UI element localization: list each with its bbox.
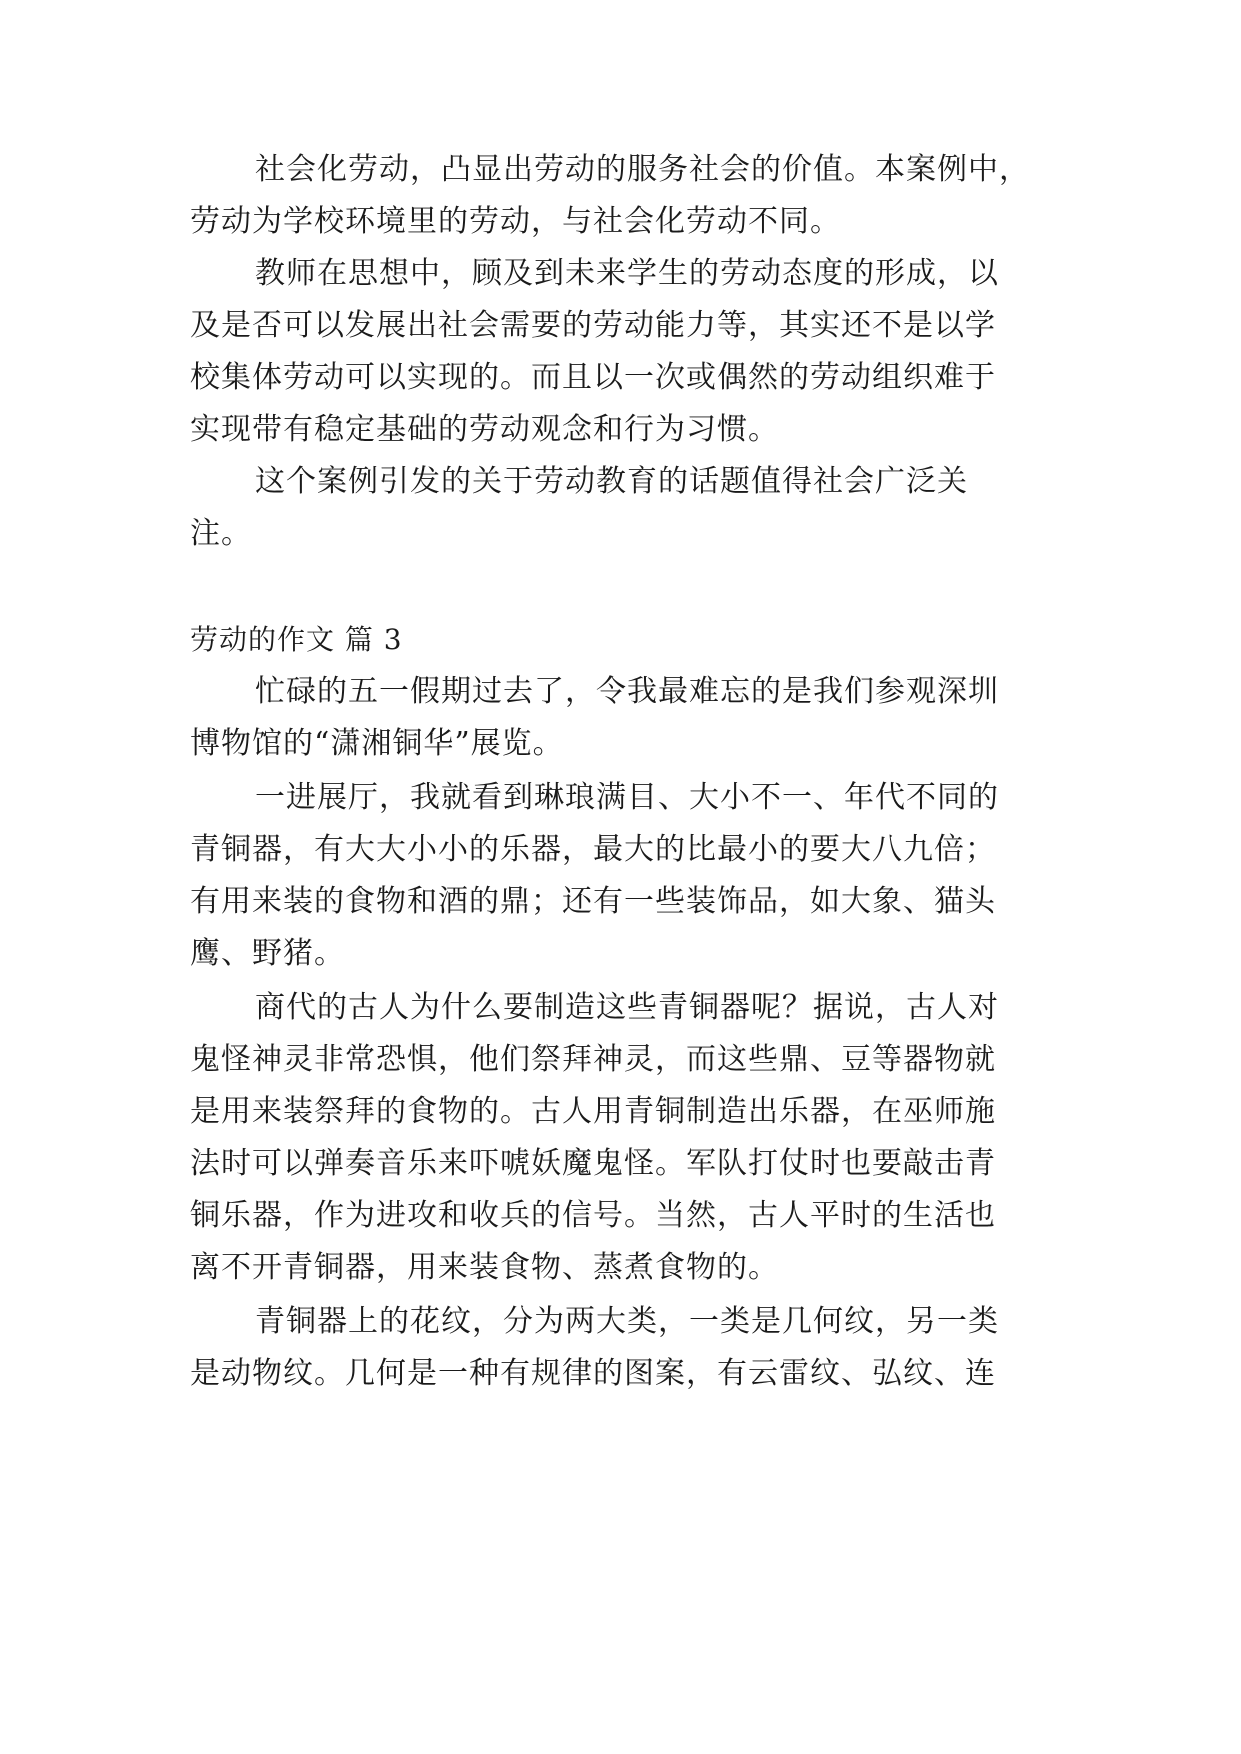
- paragraph-line: 社会化劳动，凸显出劳动的服务社会的价值。本案例中，: [255, 152, 1030, 187]
- paragraph-line: 青铜器，有大大小小的乐器，最大的比最小的要大八九倍；: [190, 832, 996, 867]
- paragraph-line: 校集体劳动可以实现的。而且以一次或偶然的劳动组织难于: [190, 360, 996, 395]
- paragraph-line: 教师在思想中，顾及到未来学生的劳动态度的形成，以: [255, 256, 999, 291]
- paragraph-line: 劳动为学校环境里的劳动，与社会化劳动不同。: [190, 204, 841, 239]
- paragraph-line: 铜乐器，作为进攻和收兵的信号。当然，古人平时的生活也: [190, 1198, 996, 1233]
- paragraph-line: 是用来装祭拜的食物的。古人用青铜制造出乐器，在巫师施: [190, 1094, 996, 1129]
- paragraph-line: 这个案例引发的关于劳动教育的话题值得社会广泛关: [255, 464, 968, 499]
- paragraph-line: 离不开青铜器，用来装食物、蒸煮食物的。: [190, 1250, 779, 1285]
- paragraph-line: 注。: [190, 516, 252, 551]
- paragraph-line: 有用来装的食物和酒的鼎；还有一些装饰品，如大象、猫头: [190, 884, 996, 919]
- paragraph-line: 博物馆的“潇湘铜华”展览。: [190, 726, 564, 761]
- paragraph-line: 是动物纹。几何是一种有规律的图案，有云雷纹、弘纹、连: [190, 1356, 996, 1391]
- paragraph-line: 商代的古人为什么要制造这些青铜器呢？据说，古人对: [255, 990, 999, 1025]
- paragraph-line: 一进展厅，我就看到琳琅满目、大小不一、年代不同的: [255, 780, 999, 815]
- paragraph-line: 法时可以弹奏音乐来吓唬妖魔鬼怪。军队打仗时也要敲击青: [190, 1146, 996, 1181]
- paragraph-line: 鹰、野猪。: [190, 936, 345, 971]
- section-heading: 劳动的作文 篇 3: [190, 623, 403, 656]
- paragraph-line: 鬼怪神灵非常恐惧，他们祭拜神灵，而这些鼎、豆等器物就: [190, 1042, 996, 1077]
- paragraph-line: 及是否可以发展出社会需要的劳动能力等，其实还不是以学: [190, 308, 996, 343]
- paragraph-line: 青铜器上的花纹，分为两大类，一类是几何纹，另一类: [255, 1304, 999, 1339]
- paragraph-line: 忙碌的五一假期过去了，令我最难忘的是我们参观深圳: [255, 674, 999, 709]
- paragraph-line: 实现带有稳定基础的劳动观念和行为习惯。: [190, 412, 779, 447]
